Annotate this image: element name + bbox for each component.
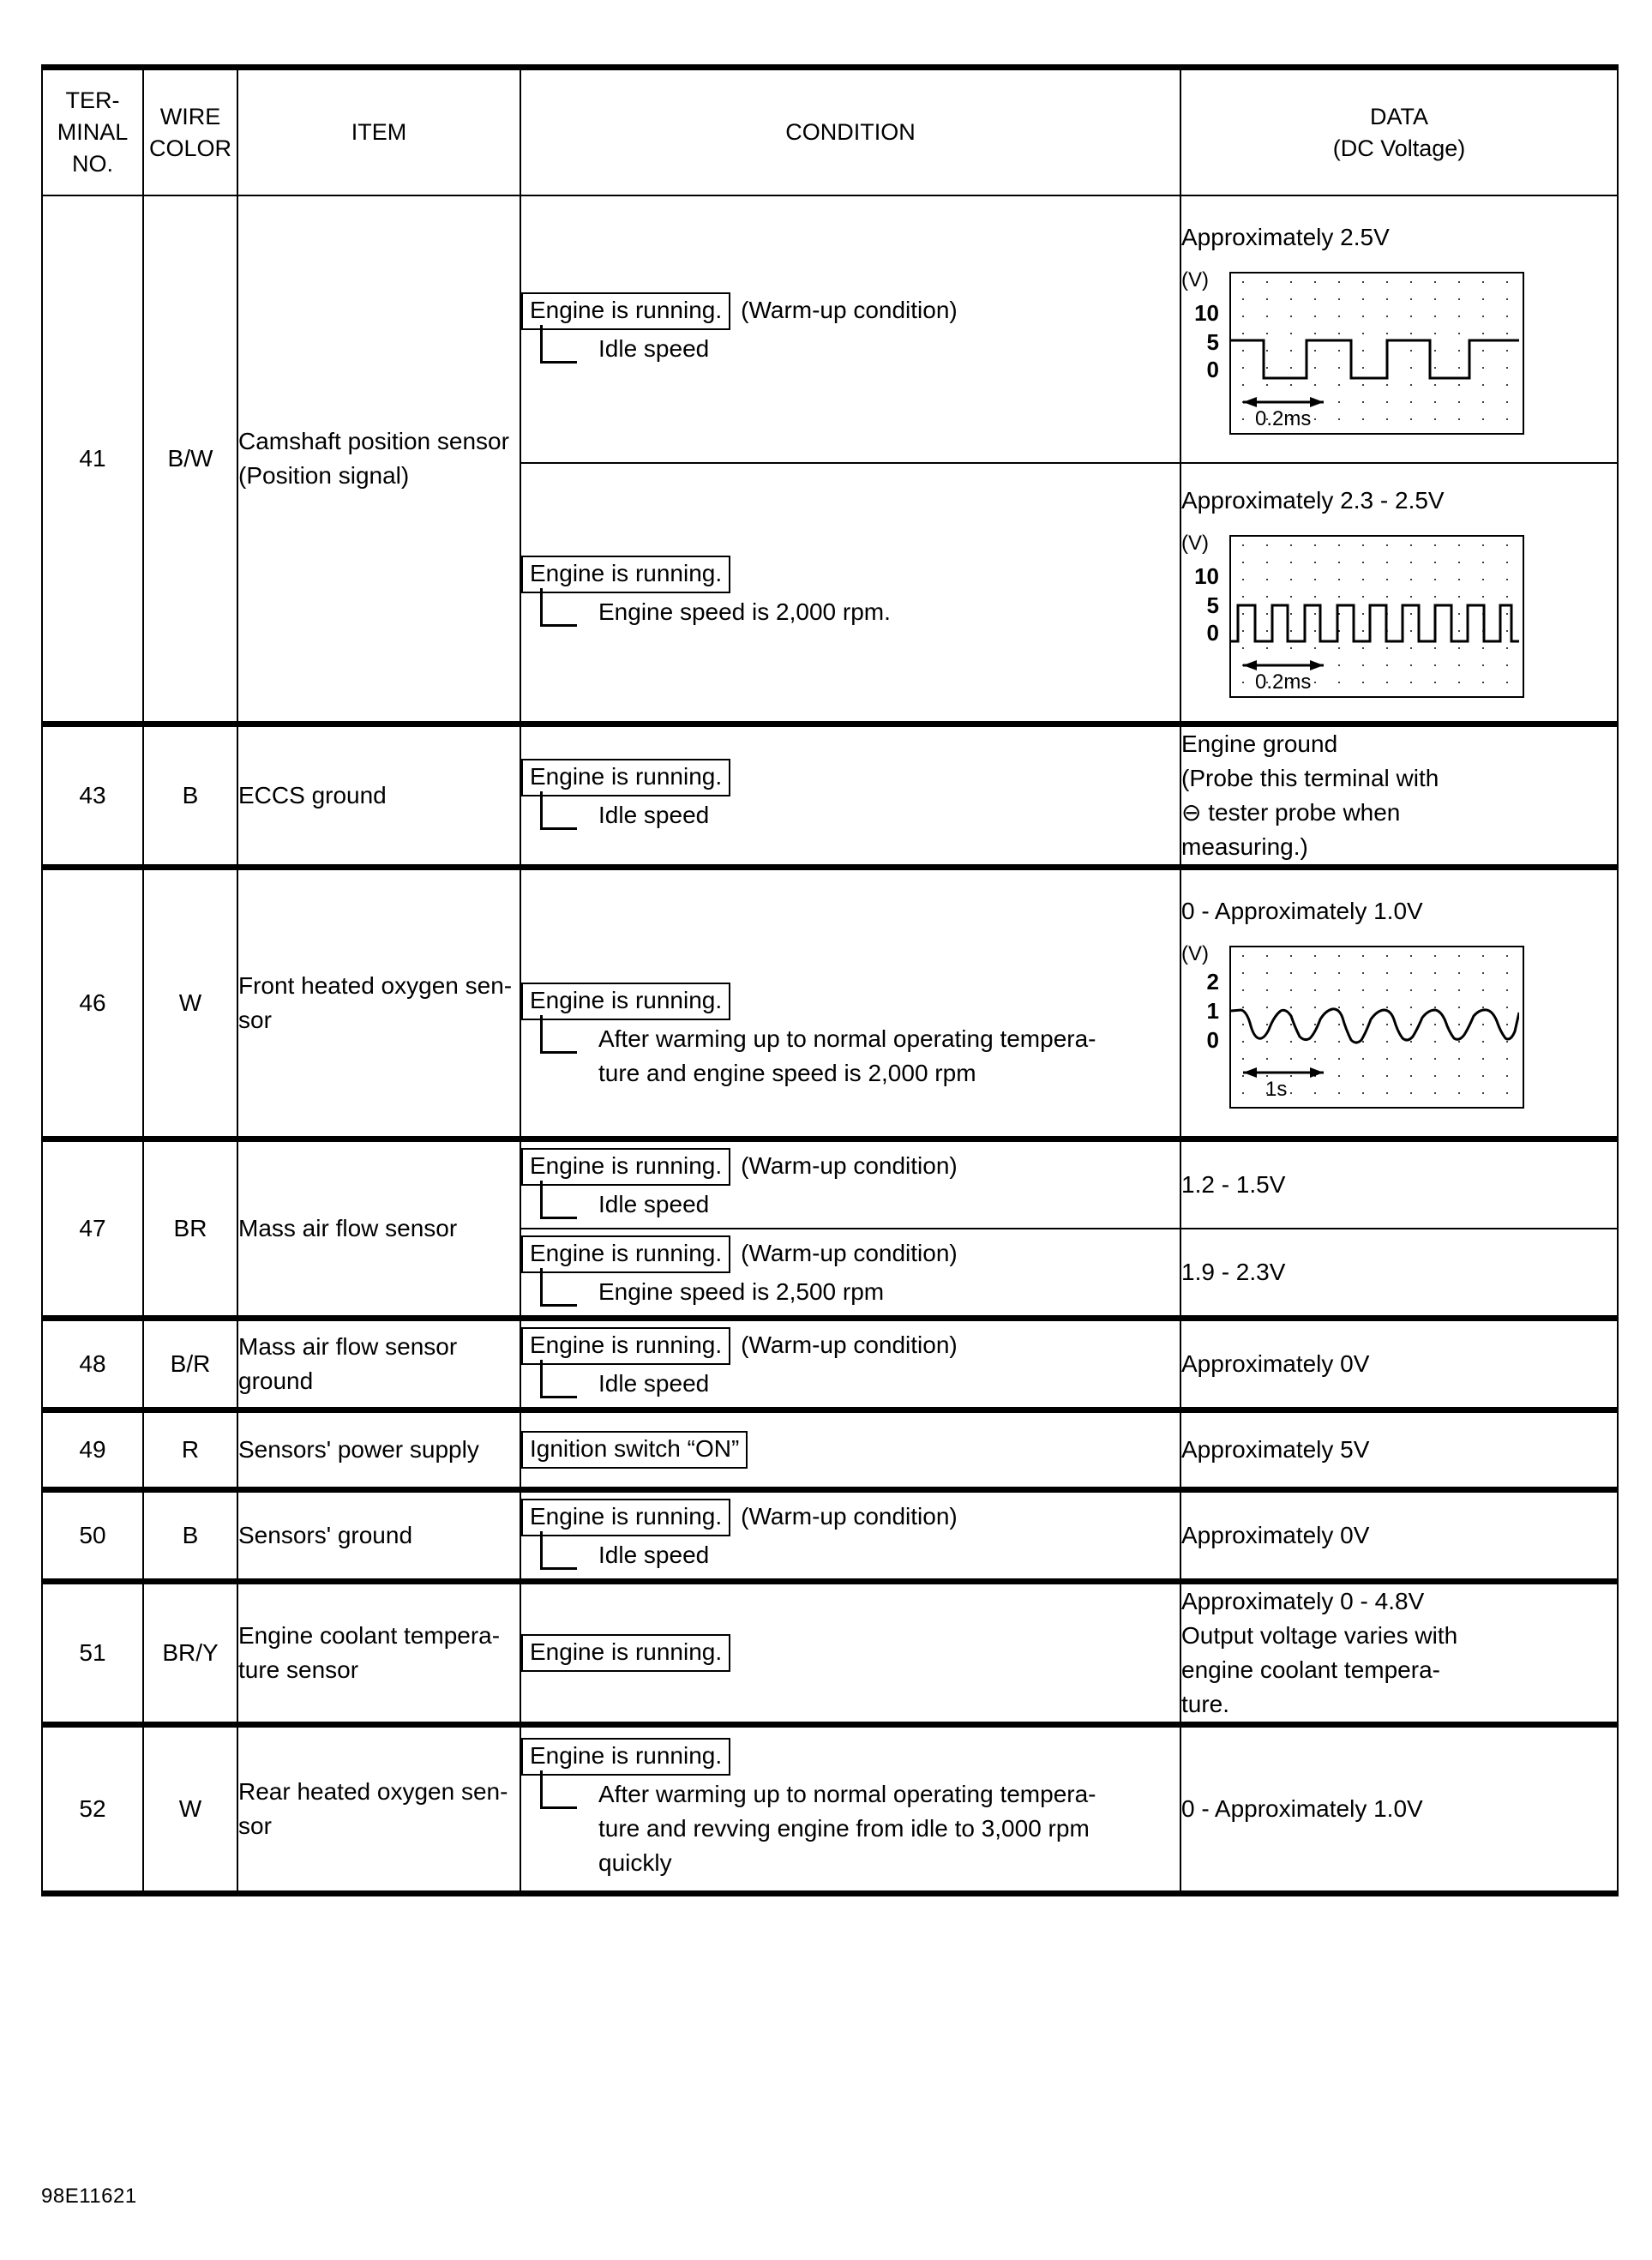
elbow-connector-icon [540,1268,577,1307]
data-line-1: Engine ground [1181,730,1338,757]
scope-ytick-1: 1 [1206,998,1219,1024]
header-wire-color-line2: COLOR [148,135,232,161]
cell-data: 1.9 - 2.3V [1180,1229,1618,1319]
table-row [42,1582,1618,1725]
condition-sub [521,1777,1180,1880]
condition-line [521,556,1180,593]
header-terminal-no-line2: MINAL [57,119,129,145]
condition-sub-text: Idle speed [598,1370,710,1397]
data-line-3: engine coolant tempera- [1181,1656,1440,1683]
condition-boxed-label: Engine is running. [521,759,730,796]
cell-wire-color: B/R [143,1319,237,1410]
data-line-4: measuring.) [1181,833,1308,860]
header-item: ITEM [237,68,520,196]
cell-condition [520,1139,1180,1229]
condition-boxed-label: Engine is running. [521,292,730,330]
item-line1: Sensors' power supply [238,1436,479,1463]
item-line2: (Position signal) [238,462,410,489]
scope-ytick-10: 10 [1194,300,1219,326]
header-terminal-no-line1: TER- [65,87,120,113]
condition-sub-text: Idle speed [598,802,710,828]
cell-data [1180,195,1618,463]
scope-ytick-5: 5 [1206,329,1219,355]
scope-time-label: 0.2ms [1255,407,1312,430]
condition-boxed-label: Engine is running. [521,1235,730,1273]
cell-condition [520,868,1180,1139]
header-data-line2: (DC Voltage) [1332,135,1466,161]
scope-ytick-2: 2 [1206,969,1219,995]
scope-unit-label: (V) [1181,268,1209,292]
condition-sub [521,1538,1180,1572]
cell-item [237,1490,520,1582]
condition-sub [521,595,1180,629]
condition-suffix: (Warm-up condition) [741,1240,958,1266]
scope-ytick-0: 0 [1206,620,1219,646]
item-line1: Front heated oxygen sen- [238,972,513,999]
table-row [42,1139,1618,1229]
elbow-connector-icon [540,1015,577,1054]
condition-sub-text: Idle speed [598,1191,710,1217]
cell-item [237,195,520,724]
item-line1: Camshaft position sensor [238,428,509,454]
cell-terminal-no: 52 [42,1725,143,1894]
item-line1: Engine coolant tempera- [238,1622,501,1649]
item-line1: Sensors' ground [238,1522,413,1548]
cell-data [1180,463,1618,724]
condition-sub-text-line2: ture and engine speed is 2,000 rpm [598,1060,976,1086]
condition-boxed-label: Engine is running. [521,983,730,1020]
data-line-2: Output voltage varies with [1181,1622,1458,1649]
item-line2: ground [238,1367,314,1394]
data-line-3 [1181,796,1617,830]
cell-terminal-no: 43 [42,724,143,868]
cell-wire-color: BR [143,1139,237,1319]
cell-wire-color: B [143,1490,237,1582]
cell-condition [520,1490,1180,1582]
cell-terminal-no: 49 [42,1410,143,1490]
item-line1: Rear heated oxygen sen- [238,1778,508,1805]
elbow-connector-icon [540,1770,577,1809]
cell-terminal-no: 46 [42,868,143,1139]
header-wire-color [143,68,237,196]
cell-data: Approximately 5V [1180,1410,1618,1490]
condition-sub-text: Idle speed [598,335,710,362]
condition-sub-text-line1: After warming up to normal operating tempera- [598,1781,1096,1807]
condition-boxed-label: Engine is running. [521,1148,730,1186]
data-value-text: Approximately 2.5V [1181,224,1390,250]
condition-line [521,759,1180,796]
cell-terminal-no: 50 [42,1490,143,1582]
scope-ytick-0: 0 [1206,357,1219,382]
cell-terminal-no: 47 [42,1139,143,1319]
condition-line [521,983,1180,1020]
table-row [42,1319,1618,1410]
cell-condition [520,1725,1180,1894]
scope-ytick-0: 0 [1206,1027,1219,1053]
elbow-connector-icon [540,1360,577,1398]
header-data-line1: DATA [1369,103,1428,129]
cell-wire-color: B/W [143,195,237,724]
header-data [1180,68,1618,196]
data-line-2: (Probe this terminal with [1181,765,1439,791]
cell-wire-color: W [143,868,237,1139]
condition-suffix: (Warm-up condition) [741,1331,958,1358]
condition-sub [521,1022,1180,1091]
condition-line [521,1431,1180,1469]
table-row [42,1490,1618,1582]
cell-condition [520,195,1180,463]
item-line2: sor [238,1812,272,1839]
condition-line [521,1499,1180,1536]
cell-data: Approximately 0V [1180,1319,1618,1410]
scope-ytick-5: 5 [1206,592,1219,618]
header-terminal-no-line3: NO. [71,151,113,177]
data-line-4: ture. [1181,1691,1230,1717]
cell-condition [520,1582,1180,1725]
data-line-1: Approximately 0 - 4.8V [1181,1588,1425,1614]
cell-data: Approximately 0V [1180,1490,1618,1582]
condition-sub [521,1187,1180,1222]
cell-terminal-no: 41 [42,195,143,724]
condition-sub [521,1367,1180,1401]
data-value-text: Approximately 2.3 - 2.5V [1181,487,1445,514]
condition-sub-text: Engine speed is 2,000 rpm. [598,598,891,625]
figure-reference-code: 98E11621 [41,2185,137,2208]
cell-data [1180,724,1618,868]
condition-sub-text: Engine speed is 2,500 rpm [598,1278,885,1305]
header-wire-color-line1: WIRE [159,103,221,129]
cell-condition [520,1410,1180,1490]
condition-line [521,292,1180,330]
cell-data: 1.2 - 1.5V [1180,1139,1618,1229]
condition-line [521,1235,1180,1273]
elbow-connector-icon [540,1181,577,1219]
item-line2: sor [238,1007,272,1033]
table-row [42,868,1618,1139]
elbow-connector-icon [540,325,577,364]
header-terminal-no [42,68,143,196]
condition-sub-text-line3: quickly [598,1849,672,1876]
cell-terminal-no: 48 [42,1319,143,1410]
condition-line [521,1148,1180,1186]
item-line1: ECCS ground [238,782,387,808]
condition-sub-text-line2: ture and revving engine from idle to 3,000 rpm [598,1815,1090,1842]
cell-wire-color: W [143,1725,237,1894]
header-condition: CONDITION [520,68,1180,196]
scope-1-figure [1181,267,1541,438]
cell-terminal-no: 51 [42,1582,143,1725]
cell-data [1180,868,1618,1139]
cell-item [237,868,520,1139]
scope-time-label: 0.2ms [1255,670,1312,694]
cell-condition [520,1319,1180,1410]
table-header-row [42,68,1618,196]
cell-condition [520,463,1180,724]
condition-suffix: (Warm-up condition) [741,297,958,323]
condition-sub-text: Idle speed [598,1542,710,1568]
cell-item [237,1410,520,1490]
minus-probe-icon: ⊖ tester probe when [1181,799,1401,826]
condition-boxed-label: Engine is running. [521,1327,730,1365]
cell-item [237,1725,520,1894]
item-line1: Mass air flow sensor [238,1333,458,1360]
cell-item [237,1582,520,1725]
table-row [42,195,1618,463]
item-line1: Mass air flow sensor [238,1215,458,1241]
cell-data: 0 - Approximately 1.0V [1180,1725,1618,1894]
cell-wire-color: BR/Y [143,1582,237,1725]
cell-item [237,1139,520,1319]
scope-3-figure [1181,941,1541,1112]
scope-time-label: 1s [1265,1078,1288,1101]
cell-wire-color: R [143,1410,237,1490]
condition-line [521,1327,1180,1365]
condition-boxed-label: Ignition switch “ON” [521,1431,748,1469]
condition-boxed-label: Engine is running. [521,1738,730,1776]
condition-sub [521,332,1180,366]
condition-boxed-label: Engine is running. [521,1634,730,1672]
scope-unit-label: (V) [1181,942,1209,965]
cell-condition [520,1229,1180,1319]
data-value-text: 0 - Approximately 1.0V [1181,898,1423,924]
scope-2-figure [1181,530,1541,701]
elbow-connector-icon [540,588,577,627]
item-line2: ture sensor [238,1656,359,1683]
table-row [42,724,1618,868]
cell-item [237,724,520,868]
condition-sub [521,798,1180,832]
elbow-connector-icon [540,791,577,830]
scope-unit-label: (V) [1181,532,1209,555]
cell-wire-color: B [143,724,237,868]
condition-suffix: (Warm-up condition) [741,1152,958,1179]
ecm-terminal-spec-table [41,64,1619,1896]
condition-line [521,1738,1180,1776]
cell-item [237,1319,520,1410]
elbow-connector-icon [540,1531,577,1570]
condition-sub-text-line1: After warming up to normal operating tempera- [598,1025,1096,1052]
table-row [42,1725,1618,1894]
table-row [42,1410,1618,1490]
condition-boxed-label: Engine is running. [521,556,730,593]
condition-suffix: (Warm-up condition) [741,1503,958,1530]
condition-line [521,1634,1180,1672]
condition-sub [521,1275,1180,1309]
cell-data [1180,1582,1618,1725]
cell-condition [520,724,1180,868]
scope-ytick-10: 10 [1194,563,1219,589]
condition-boxed-label: Engine is running. [521,1499,730,1536]
